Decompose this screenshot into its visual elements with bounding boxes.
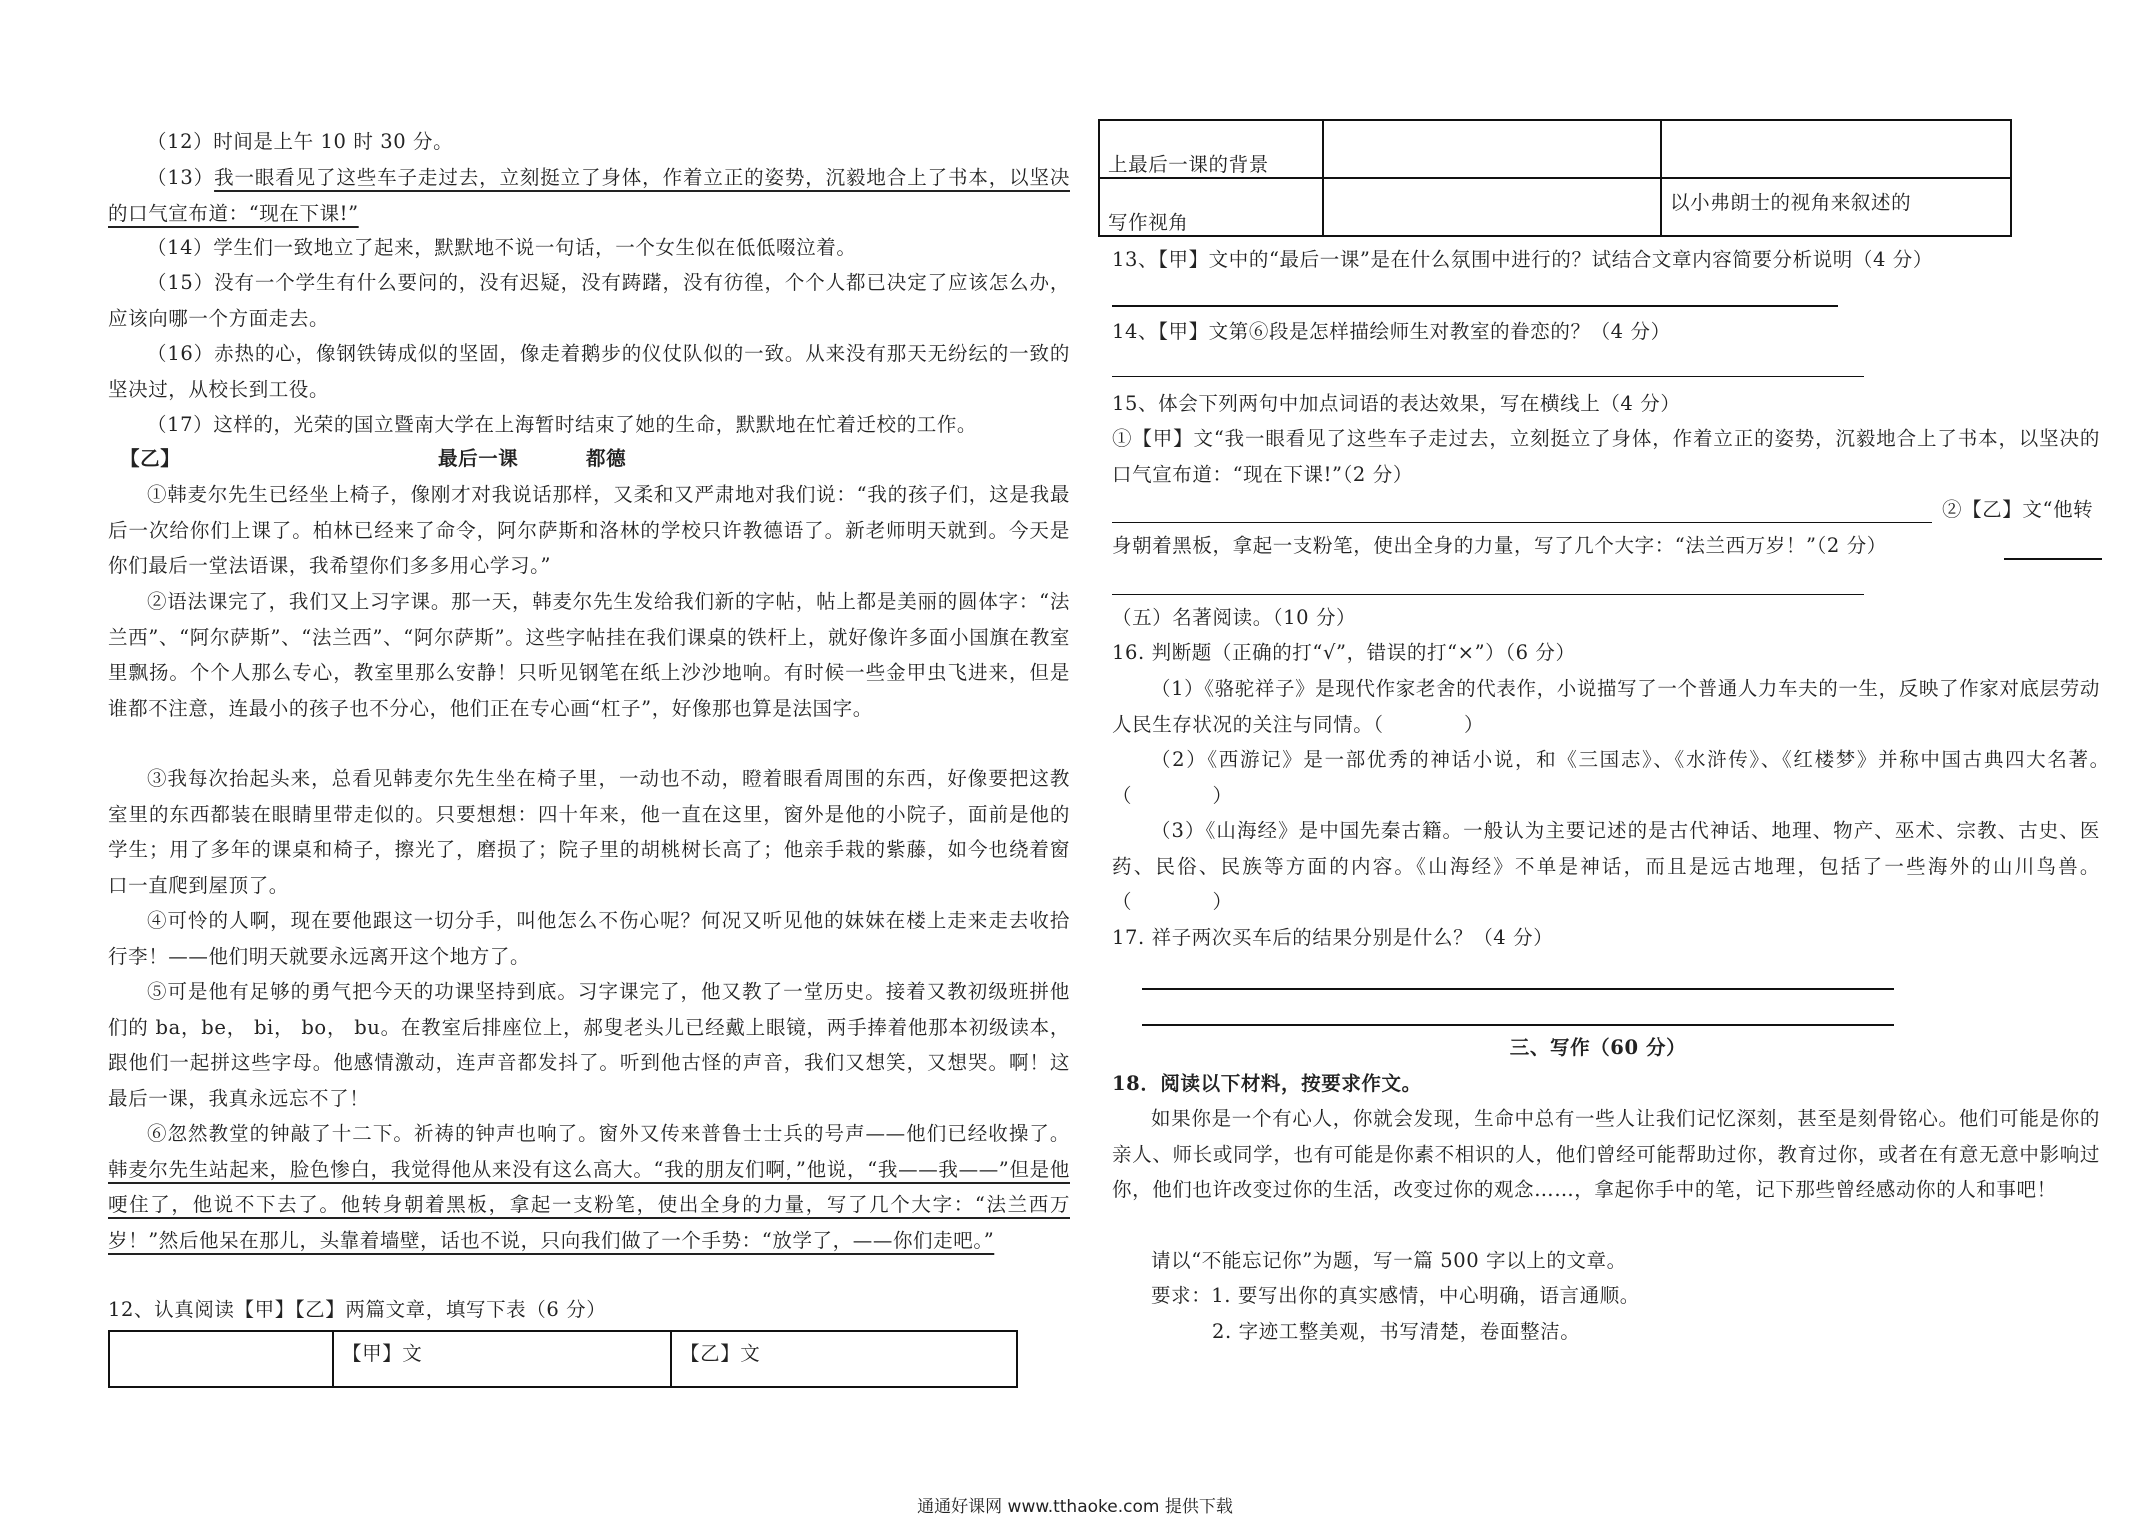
question-18-prompt: 请以“不能忘记你”为题，写一篇 500 字以上的文章。	[1151, 1249, 1627, 1272]
question-18-req-2: 2. 字迹工整美观，书写清楚，卷面整洁。	[1212, 1320, 1581, 1343]
yi-title: 最后一课	[438, 447, 519, 470]
para-13-num: （13）	[147, 166, 215, 189]
question-13: 13、【甲】文中的“最后一课”是在什么氛围中进行的？试结合文章内容简要分析说明（4 分）	[1112, 248, 1934, 271]
question-18: 18．阅读以下材料，按要求作文。	[1112, 1072, 1422, 1095]
question-17: 17. 祥子两次买车后的结果分别是什么？（4 分）	[1112, 926, 1554, 949]
question-16-2: （2）《西游记》是一部优秀的神话小说，和《三国志》、《水浒传》、《红楼梦》并称中国古典四大名著。 （ ）	[1112, 748, 2141, 807]
answer-line-17b[interactable]	[1142, 1024, 1894, 1026]
question-12: 12、认真阅读【甲】【乙】两篇文章，填写下表（6 分）	[108, 1298, 607, 1321]
question-18-material: 如果你是一个有心人，你就会发现，生命中总有一些人让我们记忆深刻，甚至是刻骨铭心。他们可能是你的亲人、师长或同学，也有可能是你素不相识的人，他们曾经可能帮助过你，教育过你，或者在有意无意中影响过你，他们也许改变过你的生活，改变过你的观念……，拿起你手中的笔，记下那些曾经感动你的人和事吧！	[1112, 1107, 2100, 1201]
question-15-1: ①【甲】文“我一眼看见了这些车子走过去，立刻挺立了身体，作着立正的姿势，沉毅地合上了书本，以坚决的口气宣布道：“现在下课!”（2 分）	[1112, 427, 2100, 486]
answer-line-15-2b[interactable]	[1112, 594, 1864, 595]
yi-para-6-underlined: 韩麦尔先生站起来，脸色惨白，我觉得他从来没有这么高大。“我的朋友们啊，”他说，“我——我——”但是他哽住了，他说不下去了。他转身朝着黑板，拿起一支粉笔，使出全身的力量，写了几个大字：“法兰西万岁！”然后他呆在那儿，头靠着墙壁，话也不说，只向我们做了一个手势：“放学了，——你们走吧。”	[108, 1157, 1070, 1252]
table-12-header	[108, 1330, 1018, 1388]
question-16: 16. 判断题（正确的打“√”，错误的打“×”）（6 分）	[1112, 641, 1576, 664]
table-12-yi-head: 【乙】文	[671, 1331, 1017, 1387]
section-3-heading: 三、写作（60 分）	[1509, 1036, 1687, 1059]
question-15-2-start: ②【乙】文“他转	[1942, 498, 2094, 521]
question-18-req-1: 要求：1. 要写出你的真实感情，中心明确，语言通顺。	[1151, 1284, 1640, 1307]
para-14: （14）学生们一致地立了起来，默默地不说一句话，一个女生似在低低啜泣着。	[147, 236, 857, 259]
para-13	[108, 160, 1070, 231]
section-5-heading: （五）名著阅读。（10 分）	[1112, 606, 1357, 629]
yi-para-3: ③我每次抬起头来，总看见韩麦尔先生坐在椅子里，一动也不动，瞪着眼看周围的东西，好像要把这教室里的东西都装在眼睛里带走似的。只要想想：四十年来，他一直在这里，窗外是他的小院子，面前是他的学生；用了多年的课桌和椅子，擦光了，磨损了；院子里的胡桃树长高了；他亲手栽的紫藤，如今也绕着窗口一直爬到屋顶了。	[108, 767, 1070, 897]
yi-author: 都德	[586, 447, 627, 470]
answer-line-17a[interactable]	[1142, 988, 1894, 990]
row-background-label: 上最后一课的背景	[1099, 120, 1323, 178]
footer-credit: 通通好课网 www.tthaoke.com 提供下载	[917, 1497, 1233, 1517]
answer-line-15-2a[interactable]	[2004, 558, 2102, 560]
question-16-1: （1）《骆驼祥子》是现代作家老舍的代表作，小说描写了一个普通人力车夫的一生，反映了作家对底层劳动人民生存状况的关注与同情。（ ）	[1112, 677, 2100, 736]
answer-line-15-1[interactable]	[1112, 522, 1932, 523]
table-12-jia-head: 【甲】文	[333, 1331, 671, 1387]
answer-line-13[interactable]	[1112, 305, 1838, 307]
yi-para-1: ①韩麦尔先生已经坐上椅子，像刚才对我说话那样，又柔和又严肃地对我们说：“我的孩子们，这是我最后一次给你们上课了。柏林已经来了命令，阿尔萨斯和洛林的学校只许教德语了。新老师明天就到。今天是你们最后一堂法语课，我希望你们多多用心学习。”	[108, 483, 1070, 577]
question-15-2-rest: 身朝着黑板，拿起一支粉笔，使出全身的力量，写了几个大字：“法兰西万岁！”（2 分）	[1112, 534, 1887, 557]
question-16-3: （3）《山海经》是中国先秦古籍。一般认为主要记述的是古代神话、地理、物产、巫术、宗教、古史、医药、民俗、民族等方面的内容。《山海经》不单是神话，而且是远古地理，包括了一些海外的山川鸟兽。（ ）	[1112, 819, 2100, 913]
row-background-yi[interactable]	[1661, 120, 2011, 178]
question-14: 14、【甲】文第⑥段是怎样描绘师生对教室的眷恋的？（4 分）	[1112, 320, 1671, 343]
row-view-jia[interactable]	[1323, 178, 1661, 236]
para-13-underlined: 我一眼看见了这些车子走过去，立刻挺立了身体，作着立正的姿势，沉毅地合上了书本，以坚决的口气宣布道：“现在下课!”	[108, 166, 1070, 225]
yi-para-5: ⑤可是他有足够的勇气把今天的功课坚持到底。习字课完了，他又教了一堂历史。接着又教初级班拼他们的 ba，be， bi， bo， bu。在教室后排座位上，郝叟老头儿已经戴上眼镜，两手捧着他那本初级读本，跟他们一起拼这些字母。他感情激动，连声音都发抖了。听到他古怪的声音，我们又想笑，又想哭。啊！这最后一课，我真永远忘不了！	[108, 980, 1070, 1110]
table-12-body	[1098, 119, 2012, 237]
para-17: （17）这样的，光荣的国立暨南大学在上海暂时结束了她的生命，默默地在忙着迁校的工作。	[147, 413, 978, 436]
para-12: （12）时间是上午 10 时 30 分。	[147, 130, 454, 153]
question-15: 15、体会下列两句中加点词语的表达效果，写在横线上（4 分）	[1112, 392, 1681, 415]
para-16: （16）赤热的心，像钢铁铸成似的坚固，像走着鹅步的仪仗队似的一致。从来没有那天无纷纭的一致的坚决过，从校长到工役。	[108, 342, 1070, 401]
row-background-jia[interactable]	[1323, 120, 1661, 178]
yi-para-6-start: ⑥忽然教堂的钟敲了十二下。祈祷的钟声也响了。窗外又传来普鲁士士兵的号声——他们已经收操了。	[147, 1122, 1070, 1145]
yi-label: 【乙】	[120, 447, 181, 470]
para-15: （15）没有一个学生有什么要问的，没有迟疑，没有踌躇，没有彷徨，个个人都已决定了应该怎么办，应该向哪一个方面走去。	[108, 271, 1070, 330]
row-view-yi: 以小弗朗士的视角来叙述的	[1661, 178, 2011, 236]
answer-line-14[interactable]	[1112, 376, 1864, 377]
yi-para-4: ④可怜的人啊，现在要他跟这一切分手，叫他怎么不伤心呢？何况又听见他的妹妹在楼上走来走去收拾行李！——他们明天就要永远离开这个地方了。	[108, 909, 1070, 968]
yi-para-2: ②语法课完了，我们又上习字课。那一天，韩麦尔先生发给我们新的字帖，帖上都是美丽的圆体字：“法兰西”、“阿尔萨斯”、“法兰西”、“阿尔萨斯”。这些字帖挂在我们课桌的铁杆上，就好像许多面小国旗在教室里飘扬。个个人那么专心，教室里那么安静！只听见钢笔在纸上沙沙地响。有时候一些金甲虫飞进来，但是谁都不注意，连最小的孩子也不分心，他们正在专心画“杠子”，好像那也算是法国字。	[108, 590, 1070, 720]
row-view-label: 写作视角	[1099, 178, 1323, 236]
table-12-corner	[109, 1331, 333, 1387]
yi-para-6	[108, 1116, 1070, 1258]
